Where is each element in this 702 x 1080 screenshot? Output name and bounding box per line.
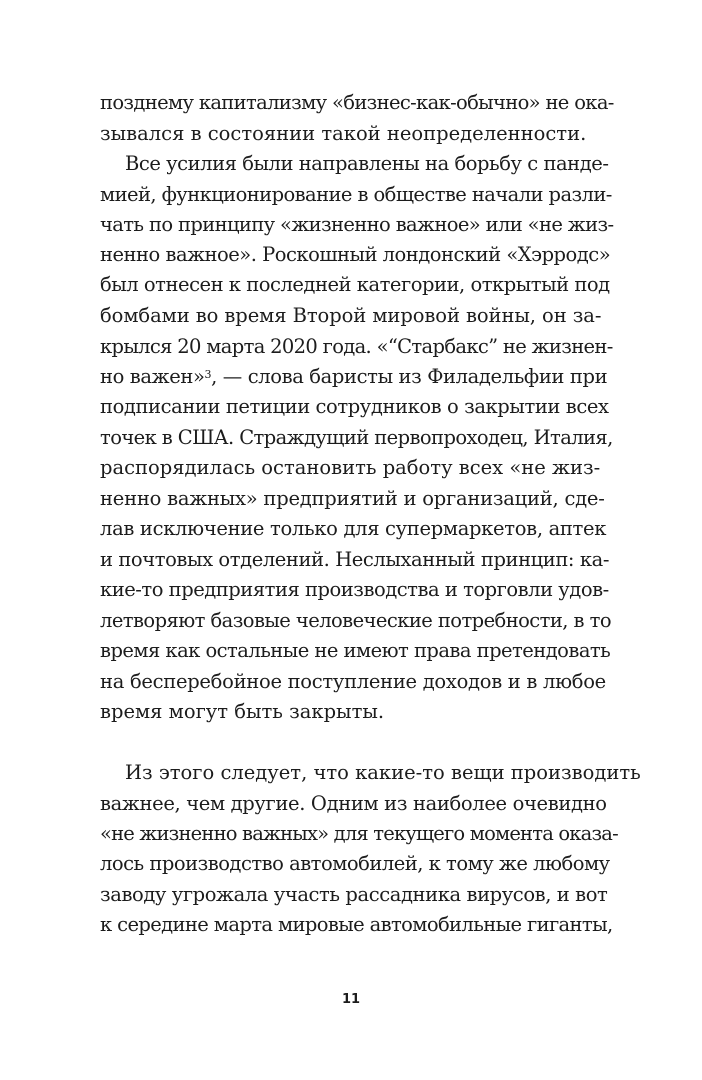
text-line: ненно важное». Роскошный лондонский «Хэрродс» [100,243,611,266]
text-line: «не жизненно важных» для текущего момента оказа- [100,822,618,845]
text-line: на бесперебойное поступление доходов и в любое [100,670,606,693]
text-line: чать по принципу «жизненно важное» или «не жиз- [100,213,614,236]
text-line: кие-то предприятия производства и торговли удов- [100,578,609,601]
text-line: лось производство автомобилей, к тому же любому [100,852,610,875]
text-line: был отнесен к последней категории, открытый под [100,273,610,296]
text-line: зывался в состоянии такой неопределенности. [100,122,587,145]
text-line: Все усилия были направлены на борьбу с панде- [125,152,609,175]
text-line: лав исключение только для супермаркетов, аптек [100,517,607,540]
text-line: летворяют базовые человеческие потребности, в то [100,609,611,632]
text-line: заводу угрожала участь рассадника вирусов, и вот [100,883,608,906]
text-line: ненно важных» предприятий и организаций, сде- [100,487,605,510]
text-line: к середине марта мировые автомобильные гиганты, [100,913,613,936]
text-line: время как остальные не имеют права претендовать [100,639,611,662]
text-line: точек в США. Страждущий первопроходец, Италия, [100,426,613,449]
text-line: мией, функционирование в обществе начали разли- [100,183,612,206]
text-line: подписании петиции сотрудников о закрытии всех [100,395,609,418]
text-segment: но важен» [100,365,205,388]
text-segment: , — слова баристы из Филадельфии при [211,365,608,388]
text-line [100,362,608,392]
text-line: крылся 20 марта 2020 года. «“Старбакс” не жизнен- [100,335,613,358]
footnote-ref[interactable]: 3 [204,368,212,381]
text-line: распорядилась остановить работу всех «не жиз- [100,456,601,479]
text-line: позднему капитализму «бизнес-как-обычно» не ока- [100,91,614,114]
text-line: бомбами во время Второй мировой войны, он за- [100,304,602,327]
text-line: Из этого следует, что какие-то вещи производить [125,761,641,784]
text-line: время могут быть закрыты. [100,700,385,723]
text-line: и почтовых отделений. Неслыханный принцип: ка- [100,548,609,571]
text-line: важнее, чем другие. Одним из наиболее очевидно [100,792,607,815]
page-number: 11 [341,992,361,1007]
